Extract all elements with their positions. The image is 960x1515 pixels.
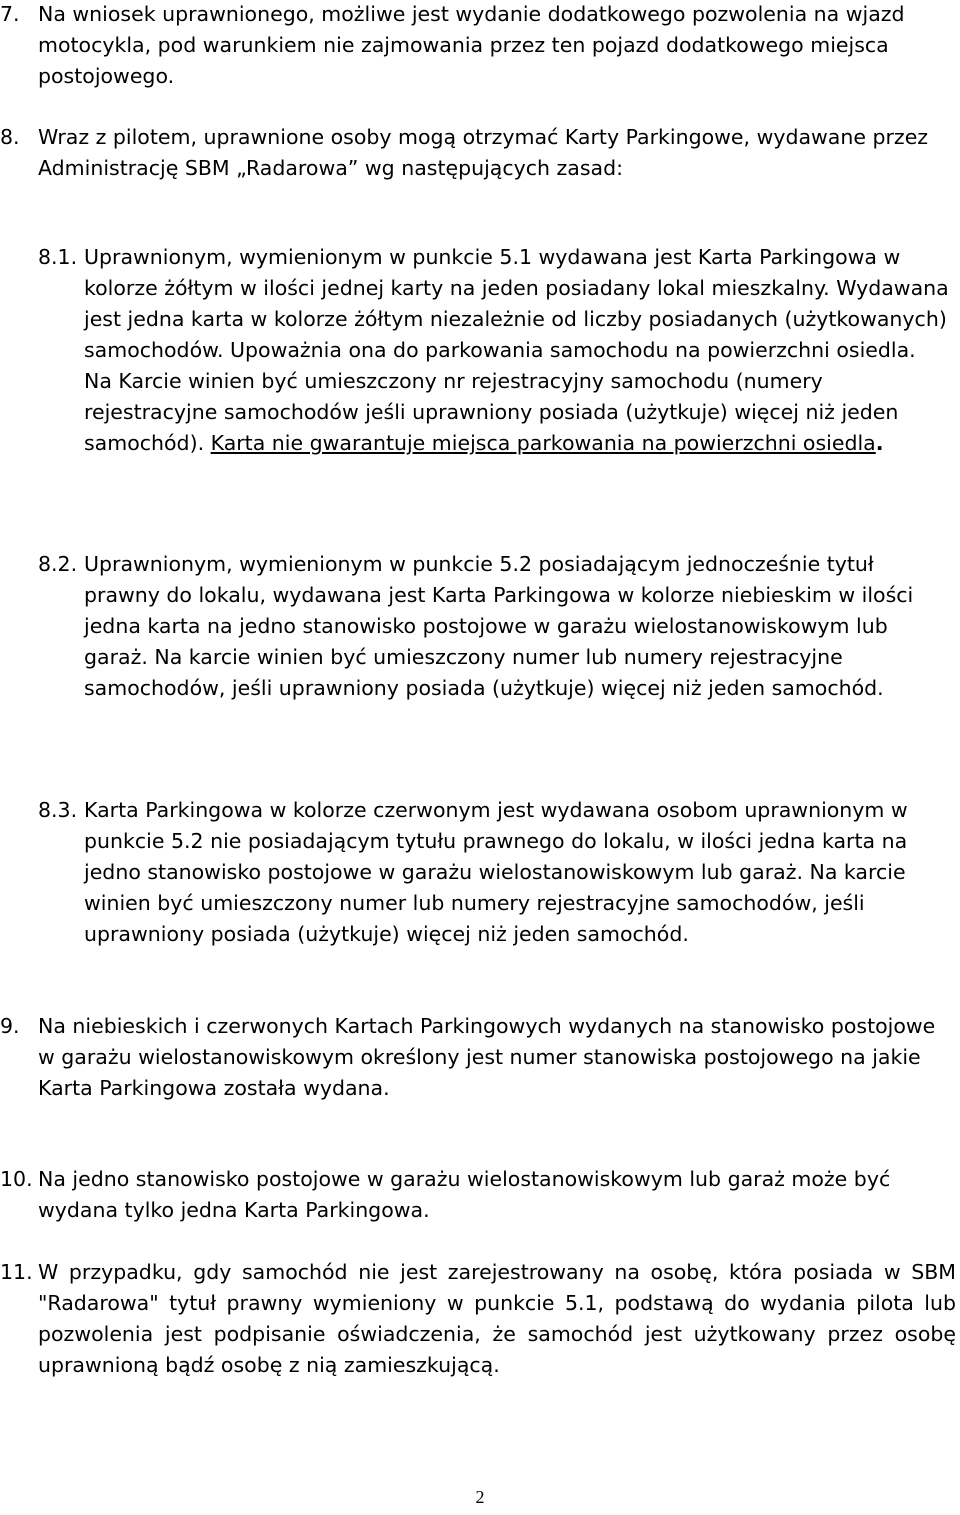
- item-number: 9.: [0, 1014, 20, 1038]
- item-text: Na jedno stanowisko postojowe w garażu wielostanowiskowym lub garaż może być wydana tylko jedna Karta Parkingowa.: [38, 1167, 891, 1222]
- item-number: 10.: [0, 1167, 33, 1191]
- item-text-block: [84, 242, 950, 459]
- list-item-8-1: [38, 242, 950, 459]
- item-text: Na niebieskich i czerwonych Kartach Parkingowych wydanych na stanowisko postojowe w garażu wielostanowiskowym określony jest numer stanowiska postojowego na jakie Karta Parkingowa została wydana.: [38, 1014, 936, 1100]
- page-number: 2: [475, 1487, 485, 1507]
- list-item-8-2: [38, 549, 950, 704]
- item-number: 8.3.: [38, 798, 78, 822]
- item-text: Wraz z pilotem, uprawnione osoby mogą otrzymać Karty Parkingowe, wydawane przez Administrację SBM „Radarowa” wg następujących zasad:: [38, 125, 929, 180]
- list-item-8: [0, 122, 950, 184]
- item-text: W przypadku, gdy samochód nie jest zarejestrowany na osobę, która posiada w SBM "Radarowa" tytuł prawny wymieniony w punkcie 5.1, podstawą do wydania pilota lub pozwolenia jest podpisanie oświadczenia, że samochód jest użytkowany przez osobę uprawnioną bądź osobę z nią zamieszkującą.: [38, 1260, 956, 1377]
- item-number: 11.: [0, 1260, 33, 1284]
- list-item-7: [0, 0, 950, 92]
- list-item-8-3: [38, 795, 950, 950]
- item-text: Karta Parkingowa w kolorze czerwonym jest wydawana osobom uprawnionym w punkcie 5.2 nie posiadającym tytułu prawnego do lokalu, w ilości jedna karta na jedno stanowisko postojowe w garażu wielostanowiskowym lub garaż. Na karcie winien być umieszczony numer lub numery rejestracyjne samochodów, jeśli uprawniony posiada (użytkuje) więcej niż jeden samochód.: [84, 798, 908, 946]
- underlined-notice: Karta nie gwarantuje miejsca parkowania na powierzchni osiedla: [210, 431, 876, 455]
- item-number: 8.2.: [38, 552, 78, 576]
- item-text: Uprawnionym, wymienionym w punkcie 5.2 posiadającym jednocześnie tytuł prawny do lokalu, wydawana jest Karta Parkingowa w kolorze niebieskim w ilości jedna karta na jedno stanowisko postojowe w garażu wielostanowiskowym lub garaż. Na karcie winien być umieszczony numer lub numery rejestracyjne samochodów, jeśli uprawniony posiada (użytkuje) więcej niż jeden samochód.: [84, 552, 914, 700]
- list-item-11: [0, 1257, 956, 1381]
- item-number: 7.: [0, 2, 20, 26]
- item-text: Uprawnionym, wymienionym w punkcie 5.1 wydawana jest Karta Parkingowa w kolorze żółtym w ilości jednej karty na jeden posiadany lokal mieszkalny. Wydawana jest jedna karta w kolorze żółtym niezależnie od liczby posiadanych (użytkowanych) samochodów. Upoważnia ona do parkowania samochodu na powierzchni osiedla. Na Karcie winien być umieszczony nr rejestracyjny samochodu (numery rejestracyjne samochodów jeśli uprawniony posiada (użytkuje) więcej niż jeden samochód).: [84, 245, 949, 455]
- item-text: Na wniosek uprawnionego, możliwe jest wydanie dodatkowego pozwolenia na wjazd motocykla, pod warunkiem nie zajmowania przez ten pojazd dodatkowego miejsca postojowego.: [38, 2, 905, 88]
- bold-period: .: [875, 431, 884, 455]
- list-item-9: [0, 1011, 950, 1104]
- item-number: 8.: [0, 125, 20, 149]
- list-item-10: [0, 1164, 950, 1226]
- item-number: 8.1.: [38, 245, 78, 269]
